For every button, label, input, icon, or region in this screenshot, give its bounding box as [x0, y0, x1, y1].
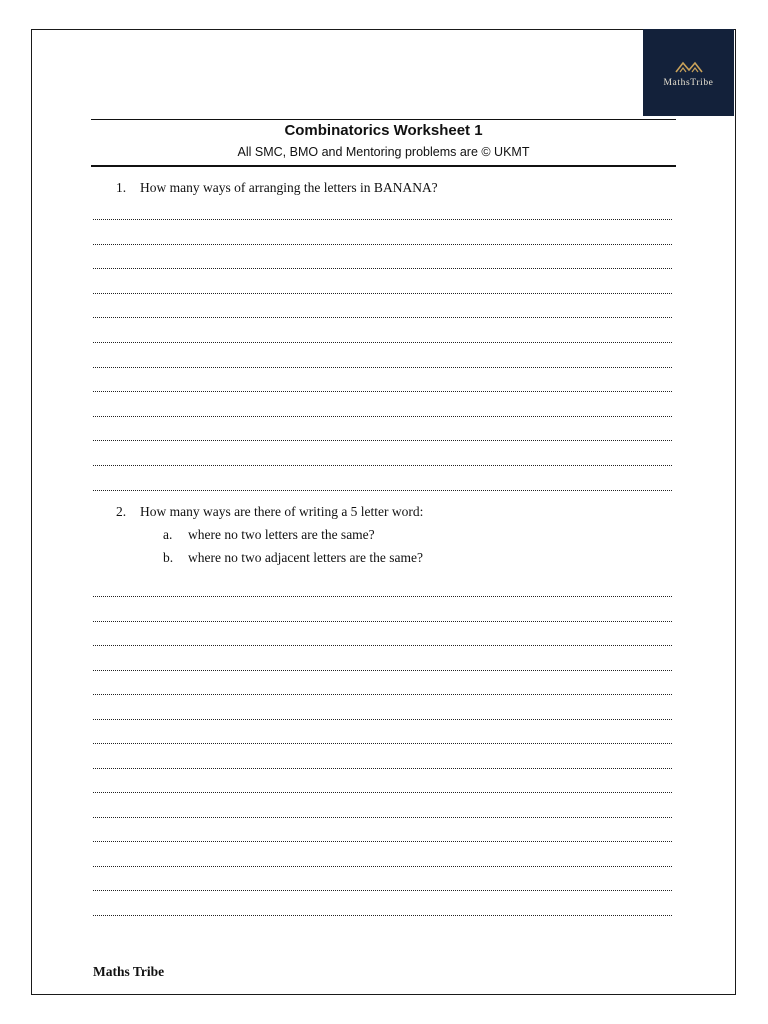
answer-line: [93, 440, 672, 441]
answer-line: [93, 890, 672, 891]
answer-line: [93, 293, 672, 294]
part-text: where no two letters are the same?: [188, 527, 375, 542]
maths-tribe-logo: [643, 29, 734, 116]
answer-line: [93, 817, 672, 818]
answer-line: [93, 621, 672, 622]
answer-line: [93, 596, 672, 597]
question-1: [116, 180, 438, 196]
question-text: How many ways of arranging the letters in BANANA?: [140, 180, 438, 195]
answer-line: [93, 768, 672, 769]
answer-line: [93, 792, 672, 793]
question-text: How many ways are there of writing a 5 letter word:: [140, 504, 424, 519]
part-text: where no two adjacent letters are the same?: [188, 550, 424, 565]
answer-line: [93, 317, 672, 318]
question-2-part-b: [163, 550, 423, 566]
question-2: [116, 504, 423, 520]
answer-line: [93, 391, 672, 392]
answer-line: [93, 670, 672, 671]
answer-line: [93, 465, 672, 466]
answer-line: [93, 841, 672, 842]
question-2-part-a: [163, 527, 375, 543]
question-number: 2.: [116, 504, 127, 519]
worksheet-title: Combinatorics Worksheet 1: [284, 122, 483, 139]
answer-line: [93, 244, 672, 245]
answer-line: [93, 645, 672, 646]
answer-line: [93, 268, 672, 269]
answer-line: [93, 490, 672, 491]
question-number: 1.: [116, 180, 127, 195]
answer-line: [93, 719, 672, 720]
header-rule-top: [91, 119, 676, 120]
footer-brand: Maths Tribe: [93, 964, 165, 979]
answer-line: [93, 866, 672, 867]
header-rule-bottom: [91, 165, 676, 167]
worksheet-subtitle: All SMC, BMO and Mentoring problems are © UKMT: [237, 145, 530, 159]
answer-line: [93, 416, 672, 417]
answer-line: [93, 367, 672, 368]
answer-line: [93, 743, 672, 744]
part-label: b.: [163, 550, 174, 565]
answer-line: [93, 694, 672, 695]
answer-line: [93, 342, 672, 343]
answer-line: [93, 219, 672, 220]
answer-line: [93, 915, 672, 916]
logo-text: MathsTribe: [663, 77, 714, 88]
part-label: a.: [163, 527, 173, 542]
mountain-logo-icon: [674, 58, 704, 74]
